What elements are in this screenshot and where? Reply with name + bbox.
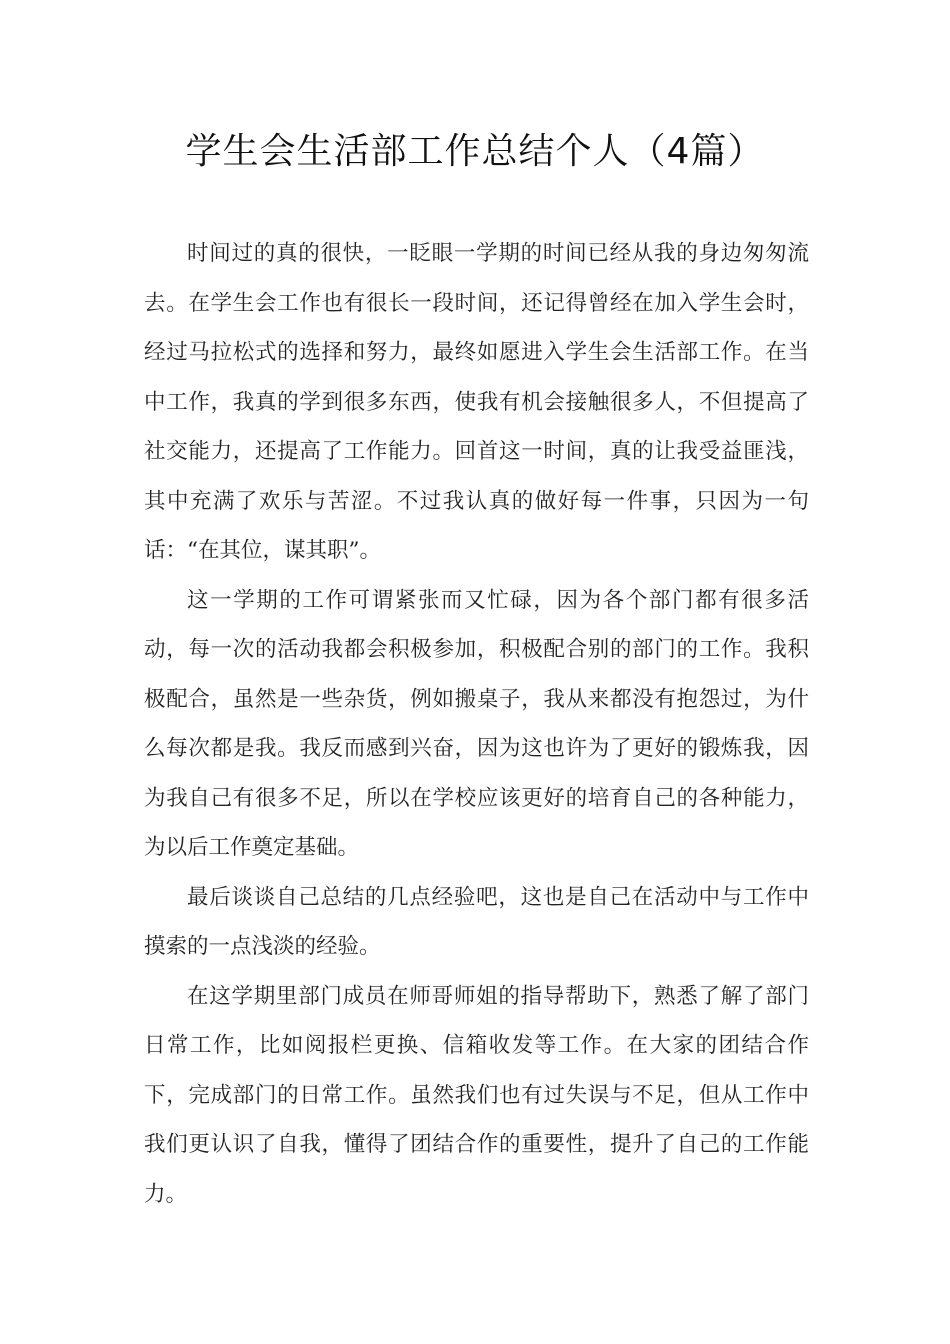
document-title: 学生会生活部工作总结个人（4篇） — [185, 131, 765, 172]
paragraph-2: 这一学期的工作可谓紧张而又忙碌，因为各个部门都有很多活动，每一次的活动我都会积极参加，积极配合别的部门的工作。我积极配合，虽然是一些杂货，例如搬桌子，我从来都没有抱怨过，为什么每次都是我。我反而感到兴奋，因为这也许为了更好的锻炼我，因为我自己有很多不足，所以在学校应该更好的培育自己的各种能力，为以后工作奠定基础。 — [144, 587, 809, 860]
paragraph-1: 时间过的真的很快，一眨眼一学期的时间已经从我的身边匆匆流去。在学生会工作也有很长一段时间，还记得曾经在加入学生会时，经过马拉松式的选择和努力，最终如愿进入学生会生活部工作。在当中工作，我真的学到很多东西，使我有机会接触很多人，不但提高了社交能力，还提高了工作能力。回首这一时间，真的让我受益匪浅，其中充满了欢乐与苦涩。不过我认真的做好每一件事，只因为一句话：“在其位，谋其职”。 — [144, 241, 809, 563]
paragraph-4: 在这学期里部门成员在师哥师姐的指导帮助下，熟悉了解了部门日常工作，比如阅报栏更换、信箱收发等工作。在大家的团结合作下，完成部门的日常工作。虽然我们也有过失误与不足，但从工作中我们更认识了自我，懂得了团结合作的重要性，提升了自己的工作能力。 — [144, 983, 809, 1207]
document-body — [144, 229, 809, 1219]
paragraph-3: 最后谈谈自己总结的几点经验吧，这也是自己在活动中与工作中摸索的一点浅淡的经验。 — [144, 884, 809, 959]
